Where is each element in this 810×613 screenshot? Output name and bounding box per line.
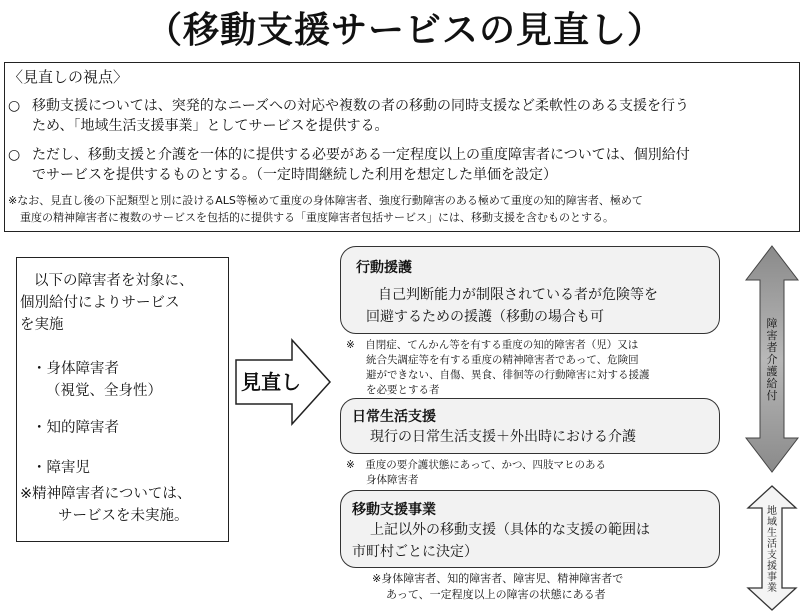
community-support-project-label: 地 域 生 活 支 援 事 業	[767, 506, 777, 594]
behavior-note-line-2: 統合失調症等を有する重度の精神障害者であって、危険回	[366, 354, 639, 366]
service-title-daily-life-support: 日常生活支援	[352, 409, 436, 425]
bullet-2-line-2: でサービスを提供するものとする。（一定時間継続した利用を想定した単価を設定）	[32, 167, 557, 183]
circle-bullet-icon: ○	[8, 98, 21, 114]
note-line-1: ※精神障害者については、	[20, 486, 192, 502]
service-note-mobility-support	[372, 571, 623, 603]
service-note-daily-life-support	[346, 458, 606, 488]
viewpoint-bullet-2	[8, 145, 794, 185]
intro-line-2: 個別給付によりサービス	[20, 295, 180, 311]
viewpoint-heading: 〈見直しの視点〉	[8, 68, 129, 86]
mobility-note-line-2: あって、一定程度以上の障害の状態にある者	[386, 588, 606, 601]
bullet-2-line-1: ただし、移動支援と介護を一体的に提供する必要がある一定程度以上の重度障害者については、個別給付	[32, 147, 690, 163]
review-label: 見直し	[241, 370, 301, 394]
mobility-note-line-1: ※身体障害者、知的障害者、障害児、精神障害者で	[372, 572, 624, 585]
viewpoint-note-line-1: ※なお、見直し後の下記類型と別に設けるALS等極めて重度の身体障害者、強度行動障害のある極めて重度の知的障害者、極めて	[8, 194, 643, 207]
item-physical-line-2: （視覚、全身性）	[46, 383, 162, 399]
item-physical-line-1: ・身体障害者	[32, 361, 119, 377]
current-service-note	[20, 483, 226, 527]
behavior-desc-line-2: 回避するための援護（移動の場合も可	[366, 309, 604, 325]
target-item-children: ・障害児	[32, 460, 90, 476]
service-title-behavior-support: 行動援護	[356, 260, 412, 276]
bullet-1-line-1: 移動支援については、突発的なニーズへの対応や複数の者の移動の同時支援など柔軟性のある支援を行う	[32, 98, 690, 114]
circle-bullet-icon: ○	[8, 147, 21, 163]
target-item-physical	[32, 358, 162, 402]
disability-care-benefit-label: 障 害 者 介 護 給 付	[766, 317, 778, 402]
behavior-note-line-4: を必要とする者	[366, 384, 440, 396]
viewpoint-note	[8, 192, 800, 226]
bullet-1-line-2: ため、「地域生活支援事業」としてサービスを提供する。	[32, 118, 389, 134]
daily-note-line-2: 身体障害者	[366, 474, 419, 486]
mobility-desc-line-2: 市町村ごとに決定）	[352, 544, 478, 560]
behavior-note-line-1: ※ 自閉症、てんかん等を有する重度の知的障害者（児）又は	[346, 339, 639, 351]
service-title-mobility-support: 移動支援事業	[352, 502, 436, 518]
intro-line-1: 以下の障害者を対象に、	[34, 273, 194, 289]
target-item-intellectual: ・知的障害者	[32, 420, 119, 436]
daily-note-line-1: ※ 重度の要介護状態にあって、かつ、四肢マヒのある	[346, 459, 607, 471]
note-line-2: サービスを未実施。	[58, 508, 189, 524]
mobility-desc-line-1: 上記以外の移動支援（具体的な支援の範囲は	[370, 522, 650, 538]
current-service-intro	[20, 270, 226, 336]
service-desc-behavior-support	[366, 284, 658, 328]
behavior-desc-line-1: 自己判断能力が制限されている者が危険等を	[378, 287, 658, 303]
intro-line-3: を実施	[20, 317, 64, 333]
viewpoint-note-line-2: 重度の精神障害者に複数のサービスを包括的に提供する「重度障害者包括サービス」には、移動支援を含むものとする。	[20, 211, 614, 224]
service-note-behavior-support	[346, 338, 650, 398]
service-desc-daily-life-support: 現行の日常生活支援＋外出時における介護	[370, 429, 636, 445]
service-desc-mobility-support	[352, 519, 650, 563]
viewpoint-bullet-1	[8, 96, 794, 136]
page-title: （移動支援サービスの見直し）	[145, 10, 664, 51]
behavior-note-line-3: 避ができない、自傷、異食、徘徊等の行動障害に対する援護	[366, 369, 650, 381]
